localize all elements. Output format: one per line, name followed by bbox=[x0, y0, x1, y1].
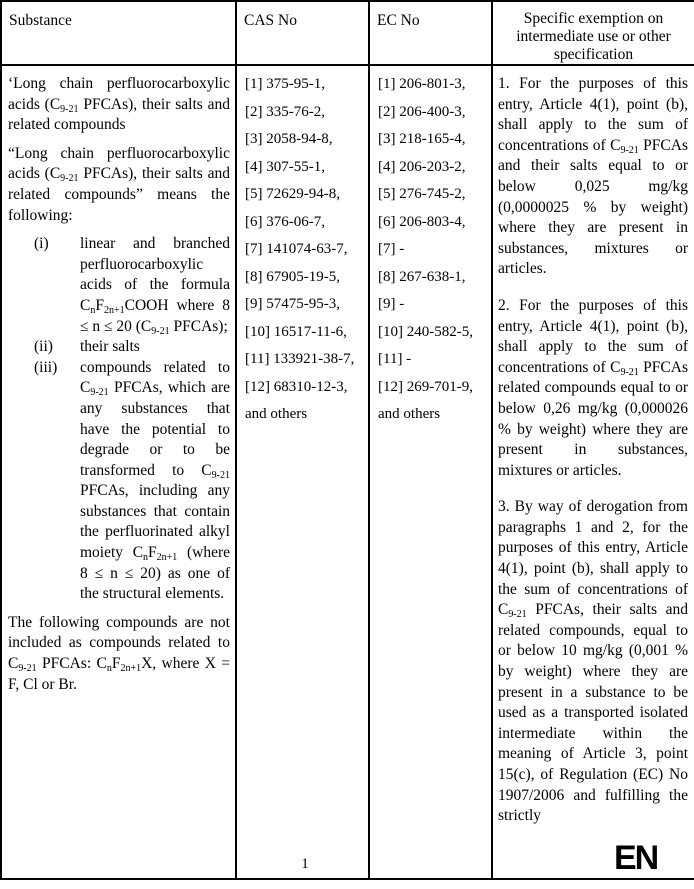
ec-entry: [6] 206-803-4, bbox=[378, 213, 466, 230]
ec-entry: [7] - bbox=[378, 241, 405, 257]
list-item-text: linear and branched perfluorocarboxylic acids of the formula $C_nF_{2n+1}COOH$ where 8 ≤ n ≤ 20 ($C_{9-21}$ PFCAs); bbox=[80, 235, 230, 337]
col-header-exemption: Specific exemption on intermediate use or other specification bbox=[492, 1, 694, 65]
cas-entry: [1] 375-95-1, bbox=[245, 76, 325, 92]
page-number: 1 bbox=[301, 856, 309, 872]
exemption-paragraph-1: 1. For the purposes of this entry, Article 4(1), point (b), shall apply to the sum of concentrations of $C_{9-21}$ PFCAs and their salts equal to or below 0,025 mg/kg (0,0000025 % by weight) where they are present in substances, mixtures or articles. bbox=[498, 75, 688, 278]
substance-definition-list bbox=[8, 234, 230, 605]
table-header-row bbox=[1, 1, 694, 65]
exemption-paragraph-3: 3. By way of derogation from paragraphs 1 and 2, for the purposes of this entry, Article 4(1), point (b), shall apply to the sum of concentrations of $C_{9-21}$ PFCAs, their salts and related compounds, equal to or below 10 mg/kg (0,001 % by weight) where they are present in a substance to be used as a transported isolated intermediate within the meaning of Article 3, point 15(c), of Regulation (EC) No 1907/2006 and fulfilling the strictly bbox=[498, 498, 688, 825]
list-item-text: compounds related to $C_{9-21}$ PFCAs, which are any substances that have the potential to degrade or to be transformed to $C_{9-21}$ PFCAs, including any substances that contain the perfluorinated alkyl moiety $C_nF_{2n+1}$ (where 8 ≤ n ≤ 20) as one of the structural elements. bbox=[80, 358, 230, 603]
substance-title: ‘Long chain perfluorocarboxylic acids ($C_{9-21}$ PFCAs), their salts and related compounds bbox=[8, 75, 230, 134]
cas-entry: [2] 335-76-2, bbox=[245, 103, 325, 120]
ec-entry: [1] 206-801-3, bbox=[378, 76, 466, 92]
cas-entry: [5] 72629-94-8, bbox=[245, 186, 340, 202]
ec-entry: [8] 267-638-1, bbox=[378, 268, 466, 285]
ec-entry: [10] 240-582-5, bbox=[378, 323, 473, 340]
ec-entry: [9] - bbox=[378, 296, 405, 312]
col-header-ec-no: EC No bbox=[369, 1, 492, 65]
list-item-text: their salts bbox=[80, 338, 140, 356]
ec-no-list bbox=[370, 66, 491, 870]
cas-no-cell bbox=[236, 65, 369, 879]
ec-no-cell bbox=[369, 65, 492, 879]
exemption-paragraph-2: 2. For the purposes of this entry, Article 4(1), point (b), shall apply to the sum of concentrations of $C_{9-21}$ PFCAs related compounds equal to or below 0,26 mg/kg (0,000026 % by weight) where they are present in substances, mixtures or articles. bbox=[498, 296, 688, 479]
list-item bbox=[8, 337, 230, 358]
ec-entry: [4] 206-203-2, bbox=[378, 158, 466, 175]
substance-exclusion-note: The following compounds are not included as compounds related to $C_{9-21}$ PFCAs: $C_nF_{2n+1}X$, where X = F, Cl or Br. bbox=[8, 613, 230, 693]
cas-entry: [12] 68310-12-3, bbox=[245, 378, 348, 395]
list-item bbox=[8, 358, 230, 605]
ec-entry: [3] 218-165-4, bbox=[378, 131, 466, 147]
list-item-label: (i) bbox=[34, 235, 49, 253]
cas-entry: [8] 67905-19-5, bbox=[245, 268, 340, 285]
cas-entry: [7] 141074-63-7, bbox=[245, 241, 348, 257]
ec-entry: [11] - bbox=[378, 351, 412, 367]
exemption-cell bbox=[492, 65, 694, 879]
list-item-label: (iii) bbox=[34, 358, 58, 376]
col-header-cas-no: CAS No bbox=[236, 1, 369, 65]
table-row bbox=[1, 65, 694, 879]
language-marker: EN bbox=[614, 839, 658, 877]
col-header-substance: Substance bbox=[1, 1, 236, 65]
substance-definition: “Long chain perfluorocarboxylic acids ($C_{9-21}$ PFCAs), their salts and related compounds” means the following: bbox=[8, 144, 230, 224]
ec-entry: [2] 206-400-3, bbox=[378, 103, 466, 120]
cas-entry: and others bbox=[245, 406, 308, 422]
list-item bbox=[8, 234, 230, 337]
cas-entry: [4] 307-55-1, bbox=[245, 158, 325, 175]
list-item-label: (ii) bbox=[34, 338, 53, 356]
ec-entry: [12] 269-701-9, bbox=[378, 378, 473, 395]
ec-entry: [5] 276-745-2, bbox=[378, 186, 466, 202]
cas-entry: [3] 2058-94-8, bbox=[245, 131, 333, 147]
cas-no-list bbox=[237, 66, 368, 870]
cas-entry: [9] 57475-95-3, bbox=[245, 296, 340, 312]
substance-cell bbox=[1, 65, 236, 879]
cas-entry: [6] 376-06-7, bbox=[245, 213, 325, 230]
cas-entry: [11] 133921-38-7, bbox=[245, 351, 355, 367]
ec-entry: and others bbox=[378, 406, 441, 422]
cas-entry: [10] 16517-11-6, bbox=[245, 323, 347, 340]
